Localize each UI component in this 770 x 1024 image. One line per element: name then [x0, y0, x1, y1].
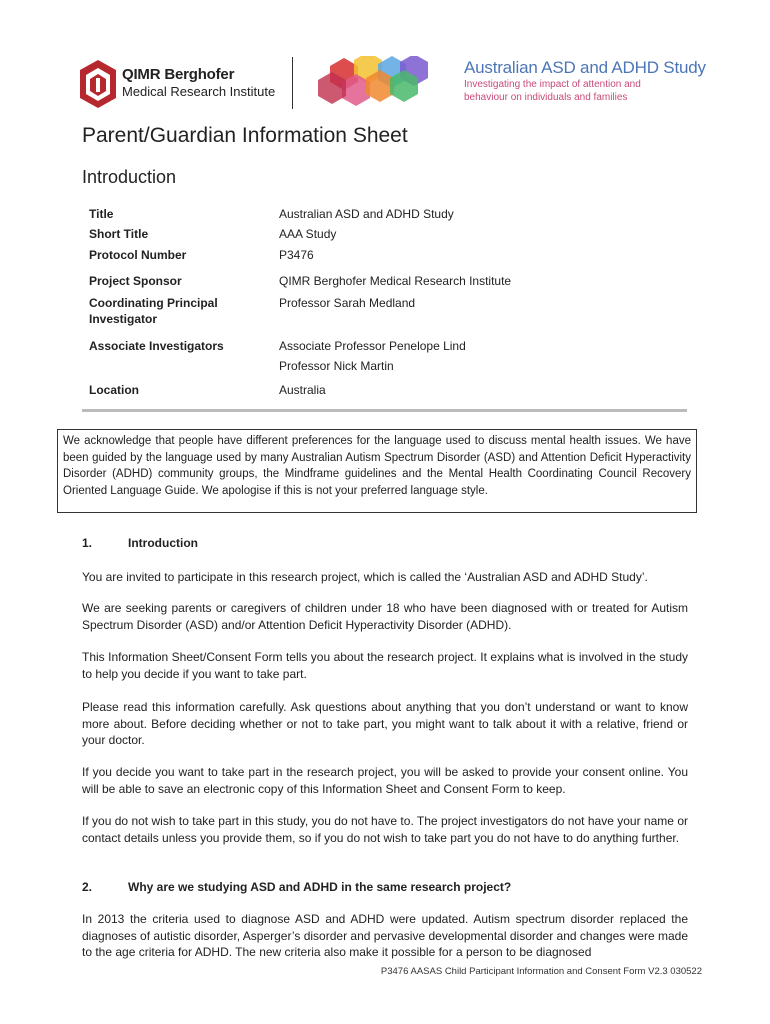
page-footer: P3476 AASAS Child Participant Information and Consent Form V2.3 030522 — [380, 966, 702, 977]
info-value: Australian ASD and ADHD Study — [279, 207, 454, 221]
info-value: QIMR Berghofer Medical Research Institute — [279, 274, 512, 288]
info-value: Professor Nick Martin — [279, 359, 394, 373]
table-bottom-rule — [82, 409, 687, 412]
org-name: QIMR Berghofer — [122, 66, 235, 83]
info-label: Coordinating Principal Investigator — [89, 296, 218, 326]
section-2-heading: Why are we studying ASD and ADHD in the same research project? — [128, 880, 512, 894]
section-1-paragraph-1: You are invited to participate in this research project, which is called the ‘Australian ASD and ADHD Study’. — [82, 570, 648, 584]
language-acknowledgement-box: We acknowledge that people have different preferences for the language used to discuss mental health issues. We have been guided by the language used by many Australian Autism Spectrum Disorder (ASD) and Attention Deficit Hyperactivity Disorder (ADHD) community groups, the Mindframe guidelines and the Mental Health Coordinating Council Recovery Oriented Language Guide. We apologise if this is not your preferred language style. — [57, 429, 697, 513]
info-label: Title — [89, 207, 114, 221]
section-1-number: 1. — [82, 536, 93, 550]
header-divider — [292, 57, 293, 109]
introduction-heading: Introduction — [82, 167, 177, 187]
section-2-paragraph-1: In 2013 the criteria used to diagnose ASD and ADHD were updated. Autism spectrum disorder replaced the diagnoses of autistic disorder, Asperger’s disorder and pervasive developmental disorder and changes were made to the age criteria for ADHD. The new criteria also make it possible for a person to be diagnosed — [82, 912, 688, 959]
info-label: Location — [89, 383, 139, 397]
study-tagline-line-1: Investigating the impact of attention and — [464, 79, 641, 90]
info-value: P3476 — [279, 248, 314, 262]
info-value: Australia — [279, 383, 326, 397]
section-1-paragraph-2: We are seeking parents or caregivers of children under 18 who have been diagnosed with or treated for Autism Spectrum Disorder (ASD) and/or Attention Deficit Hyperactivity Disorder (ADHD). — [82, 601, 688, 632]
qimr-shield-icon — [80, 60, 116, 108]
section-1-paragraph-5: If you decide you want to take part in the research project, you will be asked to provide your consent online. You will be able to save an electronic copy of this Information Sheet and Consent Form to keep. — [82, 765, 688, 796]
document-title: Parent/Guardian Information Sheet — [82, 124, 408, 147]
info-value: AAA Study — [279, 227, 337, 241]
info-label: Protocol Number — [89, 248, 187, 262]
org-subtitle: Medical Research Institute — [122, 84, 276, 99]
info-value: Professor Sarah Medland — [279, 296, 416, 310]
info-value: Associate Professor Penelope Lind — [279, 339, 466, 353]
study-tagline-line-2: behaviour on individuals and families — [464, 92, 628, 103]
section-1-paragraph-6: If you do not wish to take part in this study, you do not have to. The project investigators do not have your name or contact details unless you provide them, so if you do not wish to take part you do not have to do anything further. — [82, 814, 688, 845]
hexagon-cluster-logo-icon — [310, 56, 460, 114]
info-label: Associate Investigators — [89, 339, 224, 353]
info-label: Project Sponsor — [89, 274, 182, 288]
section-1-heading: Introduction — [128, 536, 198, 550]
section-2-number: 2. — [82, 880, 93, 894]
document-header — [0, 0, 770, 120]
info-label: Short Title — [89, 227, 149, 241]
study-name: Australian ASD and ADHD Study — [464, 58, 706, 77]
section-1-paragraph-4: Please read this information carefully. Ask questions about anything that you don’t understand or want to know more about. Before deciding whether or not to take part, you might want to talk about it with a relative, friend or your doctor. — [82, 700, 688, 747]
section-1-paragraph-3: This Information Sheet/Consent Form tells you about the research project. It explains what is involved in the study to help you decide if you want to take part. — [82, 650, 688, 681]
